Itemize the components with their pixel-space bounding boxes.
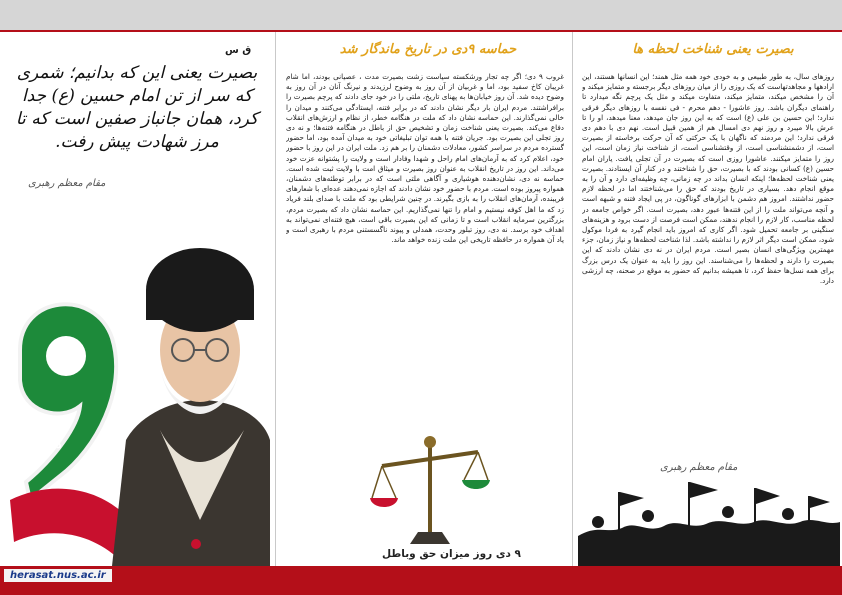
right-pan: [462, 480, 490, 489]
crowd-silhouette-illustration: [578, 478, 840, 566]
quote-mark: ق س: [225, 45, 252, 56]
left-pan: [370, 498, 398, 507]
leader-figure: [112, 248, 270, 566]
leader-portrait-illustration: [0, 200, 272, 566]
right-signature: مقام معظم رهبری: [660, 462, 738, 473]
flag-emblem: [191, 539, 201, 549]
scales-caption: ۹ دی روز میزان حق وباطل: [382, 548, 521, 560]
emblem-label: دی: [46, 438, 62, 451]
middle-heading: حماسه ۹دی در تاریخ ماندگار شد: [339, 42, 517, 57]
top-border: [0, 0, 842, 32]
website-link[interactable]: herasat.nus.ac.ir: [4, 569, 112, 582]
fold-line-left: [275, 32, 276, 566]
scales-of-justice-icon: [370, 432, 490, 550]
quote-signature: مقام معظم رهبری: [28, 178, 106, 189]
right-body-text: روزهای سال، به طور طبیعی و به خودی خود همه مثل همند؛ این انسانها هستند، این ارادهها و مجاهدتهاست که یک روزی را از میان روزهای دیگر برجسته و متمایز میکند و آن را مشخص میکند، متمایز میکند، متفاوت میکند و مثل یک پرچم نگه میدارد تا راهنمای دیگران باشد. روز عاشورا - دهم محرم - فی نفسه با روزهای دیگر فرقی ندارد؛ این حسین بن علی (ع) است که به این روز جان میدهد، معنا میدهد، او را تا عرش بالا میبرد و روز نهم دی امسال هم از همین قبیل است. نهم دی با دهم دی فرقی ندارد؛ این مردمند که ناگهان با یک حرکتی که آن حرکت برخاسته از بصیرت است، از دشمنشناسی است، از وقتشناسی است، از شناخت نیاز زمان است، این روز را متمایز میکنند. عاشورا روزی است که بصیرت در آن تجلی یافت. یاران امام حسین (ع) کسانی بودند که با بصیرت، حق را شناختند و در کنار آن ایستادند. بصیرت یعنی شناخت لحظه‌ها؛ اینکه انسان بداند در چه زمانی، چه وظیفه‌ای دارد و آن را به موقع انجام دهد. بسیاری در تاریخ بودند که حق را می‌شناختند اما در لحظه لازم حضور نداشتند. امروز هم دشمن با ابزارهای گوناگون، در پی ایجاد فتنه و شبهه است و آنچه می‌تواند ملت را از این فتنه‌ها عبور دهد، بصیرت است. اگر خواص جامعه در لحظه مناسب، کار لازم را انجام ندهند، ممکن است فرصت از دست برود و هزینه‌های سنگینی بر جامعه تحمیل شود. اگر کاری که امروز باید انجام گیرد به فردا موکول شود، ممکن است دیگر اثر لازم را نداشته باشد. لذا شناخت لحظه‌ها و نیاز زمان، جزء مهمترین ویژگی‌های انسان بصیر است. مردم ایران در نه دی نشان دادند که این بصیرت را دارند و لحظه‌ها را می‌شناسند. این روز را باید به عنوان یک درس بزرگ برای همه نسل‌ها حفظ کرد، تا همیشه بدانیم که حضور به موقع در صحنه، چه ارزشی دارد.: [582, 72, 834, 286]
bottom-border: [0, 566, 842, 595]
middle-body-text: غروب ۹ دی؛ اگر چه تجار ورشکسته سیاست زشت بصیرت مدت ، عصیانی بودند، اما شام غریبان کاخ سفید بود، اما و غربیان از آن روز به وضوح لرزیدند و نیرنگ آنان در آن روز به وضوح دیده شد. آن روز خیابان‌ها به پهنای تاریخ، ملتی را در خود جای دادند که پرچم بصیرت را برافراشتند. مردم ایران بار دیگر نشان دادند که در برابر فتنه، ایستادگی می‌کنند و میدان را خالی نمی‌گذارند. این حماسه نشان داد که ملت در هنگامه خطر، از نظام و ارزش‌های انقلاب دفاع می‌کند. بصیرت یعنی شناخت زمان و تشخیص حق از باطل در هنگامه فتنه‌ها؛ و نه دی روز تجلی این بصیرت بود. جریان فتنه با همه توان تبلیغاتی خود به میدان آمده بود، اما حضور گسترده مردم در سراسر کشور، معادلات دشمنان را بر هم زد. ملت ایران در این روز با حضور خود، اعلام کرد که به آرمان‌های امام راحل و شهدا وفادار است و ولایت را پشتوانه عزت خود می‌داند. این روز در تاریخ انقلاب به عنوان روز بصیرت و میثاق امت با ولایت ثبت شده است. حماسه نه دی، نشان‌دهنده هوشیاری و آگاهی ملتی است که در برابر توطئه‌های دشمنان، همواره پیروز بوده است. مردم با حضور خود نشان دادند که اجازه نمی‌دهند عده‌ای با شعارهای فریبنده، آرمان‌های انقلاب را به بازی بگیرند. در چنین شرایطی بود که ملت با صدای بلند فریاد زد که ما اهل کوفه نیستیم و امام را تنها نمی‌گذاریم. این حماسه نشان داد که بصیرت مردم، بزرگترین سرمایه انقلاب است و تا زمانی که این بصیرت باقی است، هیچ فتنه‌ای نمی‌تواند به اهداف خود برسد. نه دی، روز تبلور وحدت، همدلی و پیوند ناگسستنی مردم با رهبری است و یاد آن همواره در حافظه تاریخی این ملت زنده خواهد ماند.: [286, 72, 564, 245]
number-nine-emblem: [10, 304, 130, 560]
right-heading: بصیرت یعنی شناخت لحظه ها: [632, 42, 794, 57]
fold-line-right: [572, 32, 573, 566]
leader-quote: بصیرت یعنی این که بدانیم؛ شمری که سر از تن امام حسین (ع) جدا کرد، همان جانباز صفین است که تا مرز شهادت پیش رفت.: [15, 63, 259, 152]
